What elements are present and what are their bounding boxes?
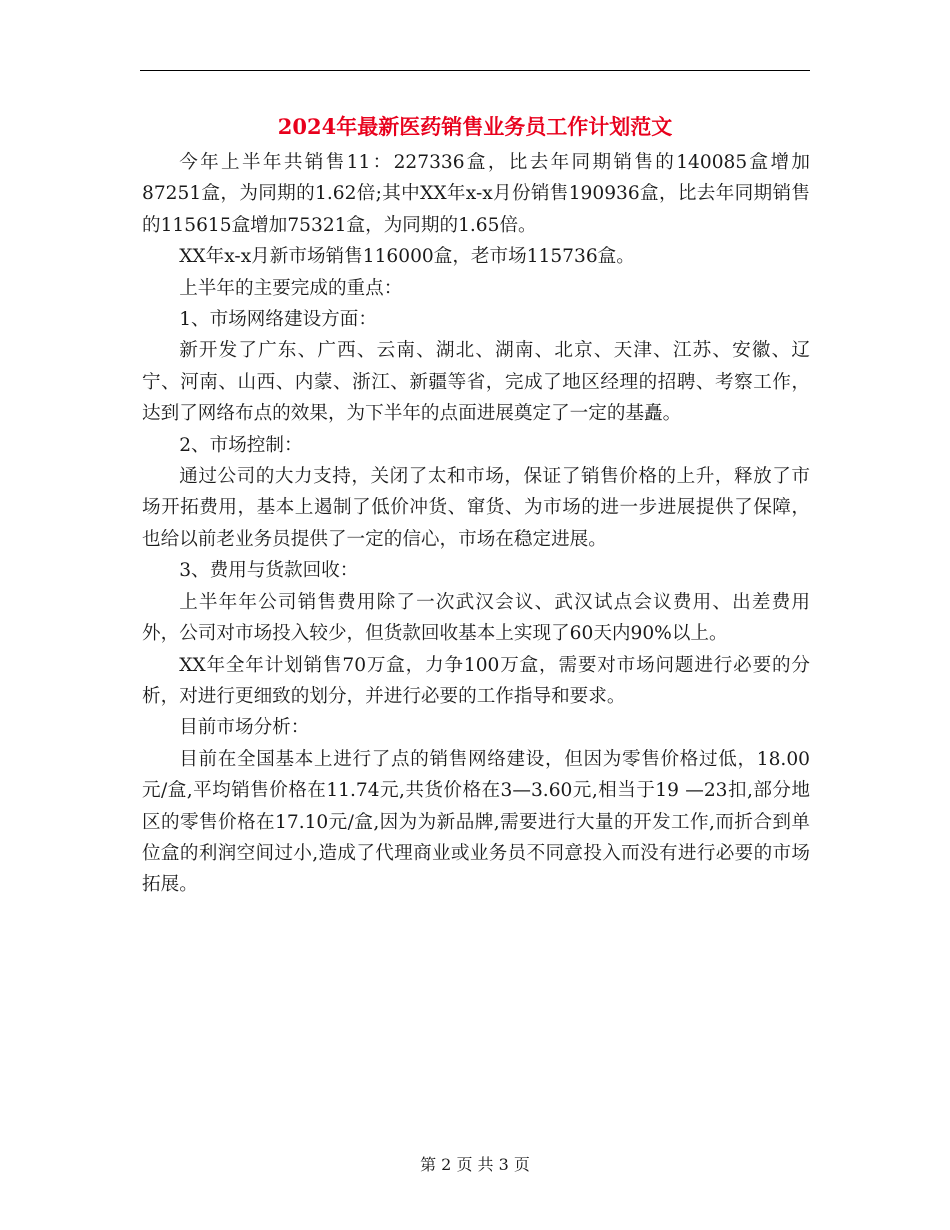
paragraph-annual-plan: XX年全年计划销售70万盒，力争100万盒，需要对市场问题进行必要的分析，对进行更细致的划分，并进行必要的工作指导和要求。 <box>142 654 810 707</box>
paragraph-new-old-market: XX年x-x月新市场销售116000盒，老市场115736盒。 <box>179 246 635 268</box>
paragraph-market-control-heading: 2、市场控制： <box>179 434 303 456</box>
paragraph-network-heading: 1、市场网络建设方面： <box>179 309 377 331</box>
paragraph-cost-heading: 3、费用与货款回收： <box>179 560 359 582</box>
header-rule <box>140 70 810 71</box>
paragraph-analysis-heading: 目前市场分析： <box>179 717 310 739</box>
paragraph-market-control-body: 通过公司的大力支持，关闭了太和市场，保证了销售价格的上升，释放了市场开拓费用，基本上遏制了低价冲货、窜货、为市场的进一步进展提供了保障，也给以前老业务员提供了一定的信心，市场在稳定进展。 <box>142 466 810 550</box>
document-body <box>142 147 810 901</box>
paragraph-cost-body: 上半年年公司销售费用除了一次武汉会议、武汉试点会议费用、出差费用外，公司对市场投入较少，但货款回收基本上实现了60天内90%以上。 <box>142 591 810 645</box>
paragraph-sales-summary: 今年上半年共销售11：227336盒，比去年同期销售的140085盒增加87251盒，为同期的1.62倍;其中XX年x-x月份销售190936盒，比去年同期销售的115615盒增加75321盒，为同期的1.65倍。 <box>142 152 810 236</box>
page-number-footer: 第 2 页 共 3 页 <box>420 1155 530 1174</box>
paragraph-analysis-body: 目前在全国基本上进行了点的销售网络建设，但因为零售价格过低，18.00元/盒,平均销售价格在11.74元,共货价格在3—3.60元,相当于19 —23扣,部分地区的零售价格在17.10元/盒,因为为新品牌,需要进行大量的开发工作,而折合到单位盒的利润空间过小,造成了代理商业或业务员不同意投入而没有进行必要的市场拓展。 <box>142 748 810 896</box>
paragraph-network-body: 新开发了广东、广西、云南、湖北、湖南、北京、天津、江苏、安徽、辽宁、河南、山西、内蒙、浙江、新疆等省，完成了地区经理的招聘、考察工作，达到了网络布点的效果，为下半年的点面进展奠定了一定的基矗。 <box>142 340 810 425</box>
document-title: 2024年最新医药销售业务员工作计划范文 <box>277 114 673 139</box>
paragraph-key-points-heading: 上半年的主要完成的重点： <box>179 277 403 299</box>
